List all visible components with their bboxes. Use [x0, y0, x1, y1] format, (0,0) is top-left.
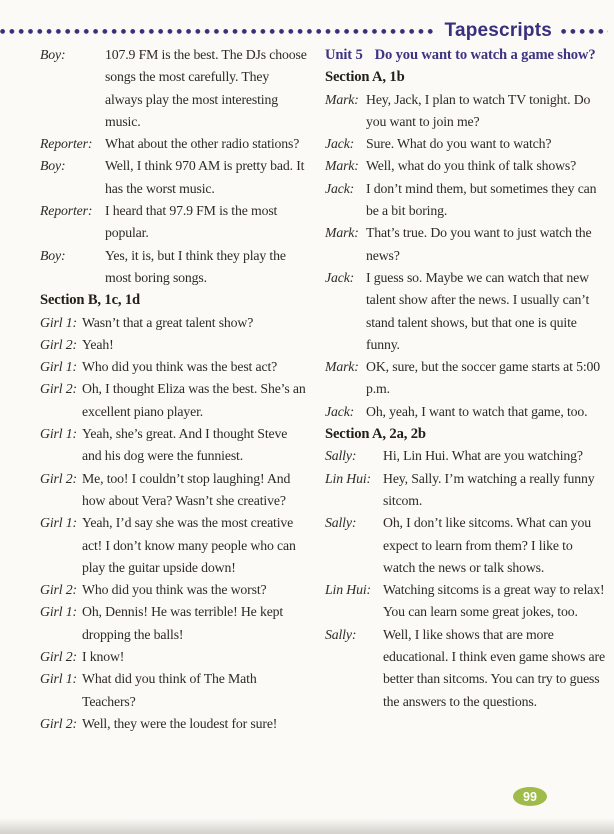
speech-text: Who did you think was the best act?: [82, 359, 278, 375]
speaker-label: Girl 2:: [40, 649, 77, 665]
speaker-label: Jack:: [325, 403, 355, 419]
speaker-label: Sally:: [325, 515, 357, 531]
speaker-label: Girl 1:: [40, 604, 77, 620]
dialogue-entry: [325, 468, 606, 513]
right-column: [325, 44, 606, 735]
page-number: 99: [523, 789, 537, 804]
speech-text: Oh, Dennis! He was terrible! He kept dropping the balls!: [82, 604, 284, 642]
dialogue-entry: [40, 468, 308, 513]
speaker-label: Girl 1:: [40, 515, 77, 531]
speaker-label: Jack:: [325, 269, 355, 285]
speaker-label: Reporter:: [40, 203, 93, 219]
dialogue-entry: [40, 133, 308, 155]
page-edge-shadow: [0, 818, 614, 834]
speech-text: What about the other radio stations?: [105, 136, 300, 152]
left-column: [40, 44, 308, 735]
dialogue-entry: [40, 601, 308, 646]
speech-text: OK, sure, but the soccer game starts at 5:00 p.m.: [366, 359, 601, 397]
speaker-label: Sally:: [325, 448, 357, 464]
speech-text: Yes, it is, but I think they play the most boring songs.: [105, 247, 286, 285]
speech-text: Oh, yeah, I want to watch that game, too.: [366, 403, 588, 419]
speaker-label: Girl 2:: [40, 582, 77, 598]
dialogue-entry: [40, 668, 308, 713]
speaker-label: Reporter:: [40, 136, 93, 152]
speaker-label: Boy:: [40, 158, 66, 174]
page-header: [0, 20, 608, 42]
dialogue-entry: [325, 579, 606, 624]
dialogue-entry: [325, 624, 606, 713]
page-number-badge: [513, 787, 547, 806]
dialogue-entry: [40, 312, 308, 334]
dialogue-entry: [40, 334, 308, 356]
speaker-label: Girl 1:: [40, 314, 77, 330]
speech-text: Watching sitcoms is a great way to relax! You can learn some great jokes, too.: [383, 582, 605, 620]
dialogue-entry: [40, 378, 308, 423]
speech-text: Yeah, she’s great. And I thought Steve and his dog were the funniest.: [82, 426, 288, 464]
speaker-label: Girl 2:: [40, 470, 77, 486]
unit-heading: [325, 44, 606, 66]
speech-text: Me, too! I couldn’t stop laughing! And how about Vera? Wasn’t she creative?: [82, 470, 291, 508]
dialogue-entry: [40, 200, 308, 245]
speech-text: 107.9 FM is the best. The DJs choose songs the most carefully. They always play the most interesting music.: [105, 47, 307, 129]
speaker-label: Mark:: [325, 158, 359, 174]
speech-text: Hey, Jack, I plan to watch TV tonight. Do you want to join me?: [366, 91, 591, 129]
speaker-label: Mark:: [325, 359, 359, 375]
dialogue-entry: [40, 423, 308, 468]
speech-text: Well, I like shows that are more educational. I think even game shows are better than sitcoms. You can try to guess the answers to the questions.: [383, 626, 605, 709]
speech-text: I know!: [82, 649, 125, 665]
speech-text: I don’t mind them, but sometimes they can be a bit boring.: [366, 180, 597, 219]
speech-text: Yeah, I’d say she was the most creative act! I don’t know many people who can play the guitar upside down!: [82, 515, 296, 575]
speaker-label: Boy:: [40, 47, 66, 62]
dialogue-entry: [325, 401, 606, 423]
speech-text: Well, what do you think of talk shows?: [366, 158, 577, 174]
speech-text: Oh, I thought Eliza was the best. She’s an excellent piano player.: [82, 381, 306, 419]
dialogue-entry: [325, 222, 606, 267]
page-title: Tapescripts: [444, 20, 552, 41]
speaker-label: Girl 1:: [40, 359, 77, 375]
tapescript-columns: [0, 44, 614, 735]
dialogue-entry: [325, 356, 606, 401]
dialogue-entry: [40, 713, 308, 735]
dialogue-entry: [325, 445, 606, 467]
dialogue-entry: [325, 512, 606, 579]
dialogue-entry: [40, 155, 308, 200]
speech-text: Oh, I don’t like sitcoms. What can you expect to learn from them? I like to watch the news or talk shows.: [383, 515, 591, 575]
speaker-label: Boy:: [40, 247, 66, 263]
speaker-label: Girl 2:: [40, 715, 77, 731]
speech-text: What did you think of The Math Teachers?: [82, 671, 257, 709]
speech-text: I heard that 97.9 FM is the most popular.: [105, 203, 278, 241]
speaker-label: Girl 2:: [40, 336, 77, 352]
dialogue-entry: [40, 646, 308, 668]
dialogue-entry: [325, 178, 606, 223]
speech-text: Hi, Lin Hui. What are you watching?: [383, 448, 583, 464]
speaker-label: Girl 1:: [40, 426, 77, 442]
dialogue-entry: [325, 267, 606, 356]
dialogue-entry: [40, 356, 308, 378]
speaker-label: Mark:: [325, 225, 359, 241]
dialogue-entry: [325, 89, 606, 134]
dialogue-entry: [40, 579, 308, 601]
speech-text: Well, I think 970 AM is pretty bad. It has the worst music.: [105, 158, 305, 196]
speaker-label: Girl 1:: [40, 671, 77, 687]
speaker-label: Lin Hui:: [325, 470, 371, 486]
speech-text: Well, they were the loudest for sure!: [82, 715, 278, 731]
speaker-label: Girl 2:: [40, 381, 77, 397]
dialogue-entry: [40, 512, 308, 579]
speech-text: That’s true. Do you want to just watch the news?: [366, 225, 592, 263]
dialogue-entry: [325, 155, 606, 177]
speaker-label: Mark:: [325, 91, 359, 107]
dialogue-entry: [325, 133, 606, 155]
speech-text: Sure. What do you want to watch?: [366, 136, 552, 152]
speaker-label: Lin Hui:: [325, 582, 371, 598]
section-heading: Section A, 2a, 2b: [325, 426, 426, 443]
speech-text: Hey, Sally. I’m watching a really funny sitcom.: [383, 470, 595, 508]
unit-number: Unit 5: [325, 47, 363, 63]
section-heading: Section A, 1b: [325, 69, 405, 86]
speaker-label: Jack:: [325, 180, 355, 196]
dotted-rule-left: [0, 28, 437, 35]
speech-text: Yeah!: [82, 336, 114, 352]
speech-text: Wasn’t that a great talent show?: [82, 314, 254, 330]
dialogue-entry: [40, 44, 308, 133]
speaker-label: Sally:: [325, 626, 357, 642]
dotted-rule-right: [561, 28, 608, 35]
unit-title: Do you want to watch a game show?: [374, 47, 596, 63]
speech-text: I guess so. Maybe we can watch that new talent show after the news. I usually can’t stand talent shows, but that one is quite funny.: [366, 269, 590, 352]
speech-text: Who did you think was the worst?: [82, 582, 267, 598]
section-heading: Section B, 1c, 1d: [40, 292, 141, 309]
dialogue-entry: [40, 245, 308, 290]
speaker-label: Jack:: [325, 136, 355, 152]
